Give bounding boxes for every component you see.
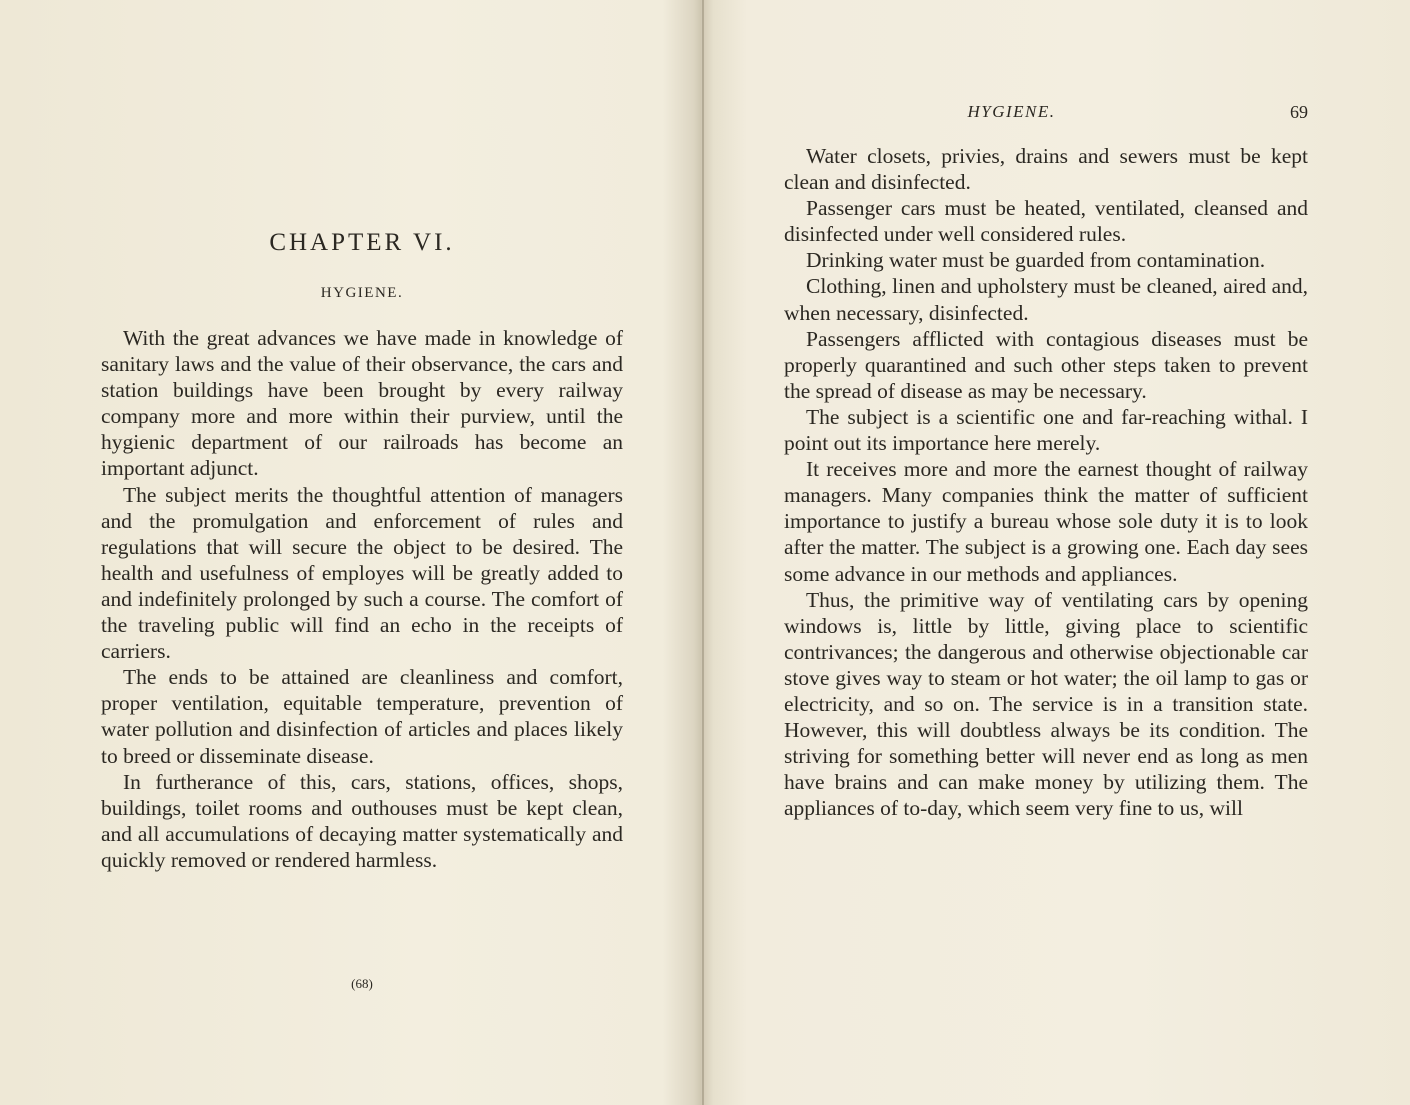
paragraph: With the great advances we have made in knowledge of sanitary laws and the value of their observance, the cars and station buildings have been brought by every railway company more and more within their purview, until the hygienic department of our railroads has become an important adjunct. — [101, 326, 623, 481]
page-number-left: (68) — [351, 976, 373, 991]
paragraph: Thus, the primitive way of ventilating cars by opening windows is, little by little, giving place to scientific contrivances; the dangerous and otherwise objectionable car stove gives way to steam or hot water; the oil lamp to gas or electricity, and so on. The service is in a transition state. However, this will doubtless always be its condition. The striving for something better will never end as long as men have brains and can make money by utilizing them. The appliances of to-day, which seem very fine to us, will — [784, 587, 1308, 821]
book-gutter — [702, 0, 704, 1105]
section-title: HYGIENE. — [320, 285, 404, 301]
paragraph: The subject is a scientific one and far-reaching withal. I point out its importance here merely. — [784, 404, 1308, 456]
running-head-title: HYGIENE. — [967, 102, 1056, 121]
paragraph: Water closets, privies, drains and sewers must be kept clean and disinfected. — [784, 144, 1308, 195]
running-head — [784, 99, 1308, 125]
paragraph: In furtherance of this, cars, stations, offices, shops, buildings, toilet rooms and outhouses must be kept clean, and all accumulations of decaying matter systematically and quickly removed or rendered harmless. — [101, 769, 623, 872]
right-page-body — [784, 143, 1308, 821]
left-page-body — [101, 325, 623, 873]
page-number-right: 69 — [1290, 102, 1308, 122]
paragraph: Passengers afflicted with contagious diseases must be properly quarantined and such other steps taken to prevent the spread of disease as may be necessary. — [784, 326, 1308, 403]
paragraph: Passenger cars must be heated, ventilated, cleansed and disinfected under well considered rules. — [784, 196, 1308, 247]
paragraph: Clothing, linen and upholstery must be cleaned, aired and, when necessary, disinfected. — [784, 274, 1308, 325]
paragraph: The ends to be attained are cleanliness and comfort, proper ventilation, equitable temperature, prevention of water pollution and disinfection of articles and places likely to breed or disseminate disease. — [101, 665, 623, 768]
paragraph: The subject merits the thoughtful attention of managers and the promulgation and enforcement of rules and regulations that will secure the object to be desired. The health and usefulness of employes will be greatly added to and indefinitely prolonged by such a course. The comfort of the traveling public will find an echo in the receipts of carriers. — [101, 482, 623, 664]
paragraph: Drinking water must be guarded from contamination. — [806, 248, 1266, 273]
paragraph: It receives more and more the earnest thought of railway managers. Many companies think the matter of sufficient importance to justify a bureau whose sole duty it is to look after the matter. The subject is a growing one. Each day sees some advance in our methods and appliances. — [784, 457, 1308, 586]
chapter-title: CHAPTER VI. — [269, 229, 455, 256]
